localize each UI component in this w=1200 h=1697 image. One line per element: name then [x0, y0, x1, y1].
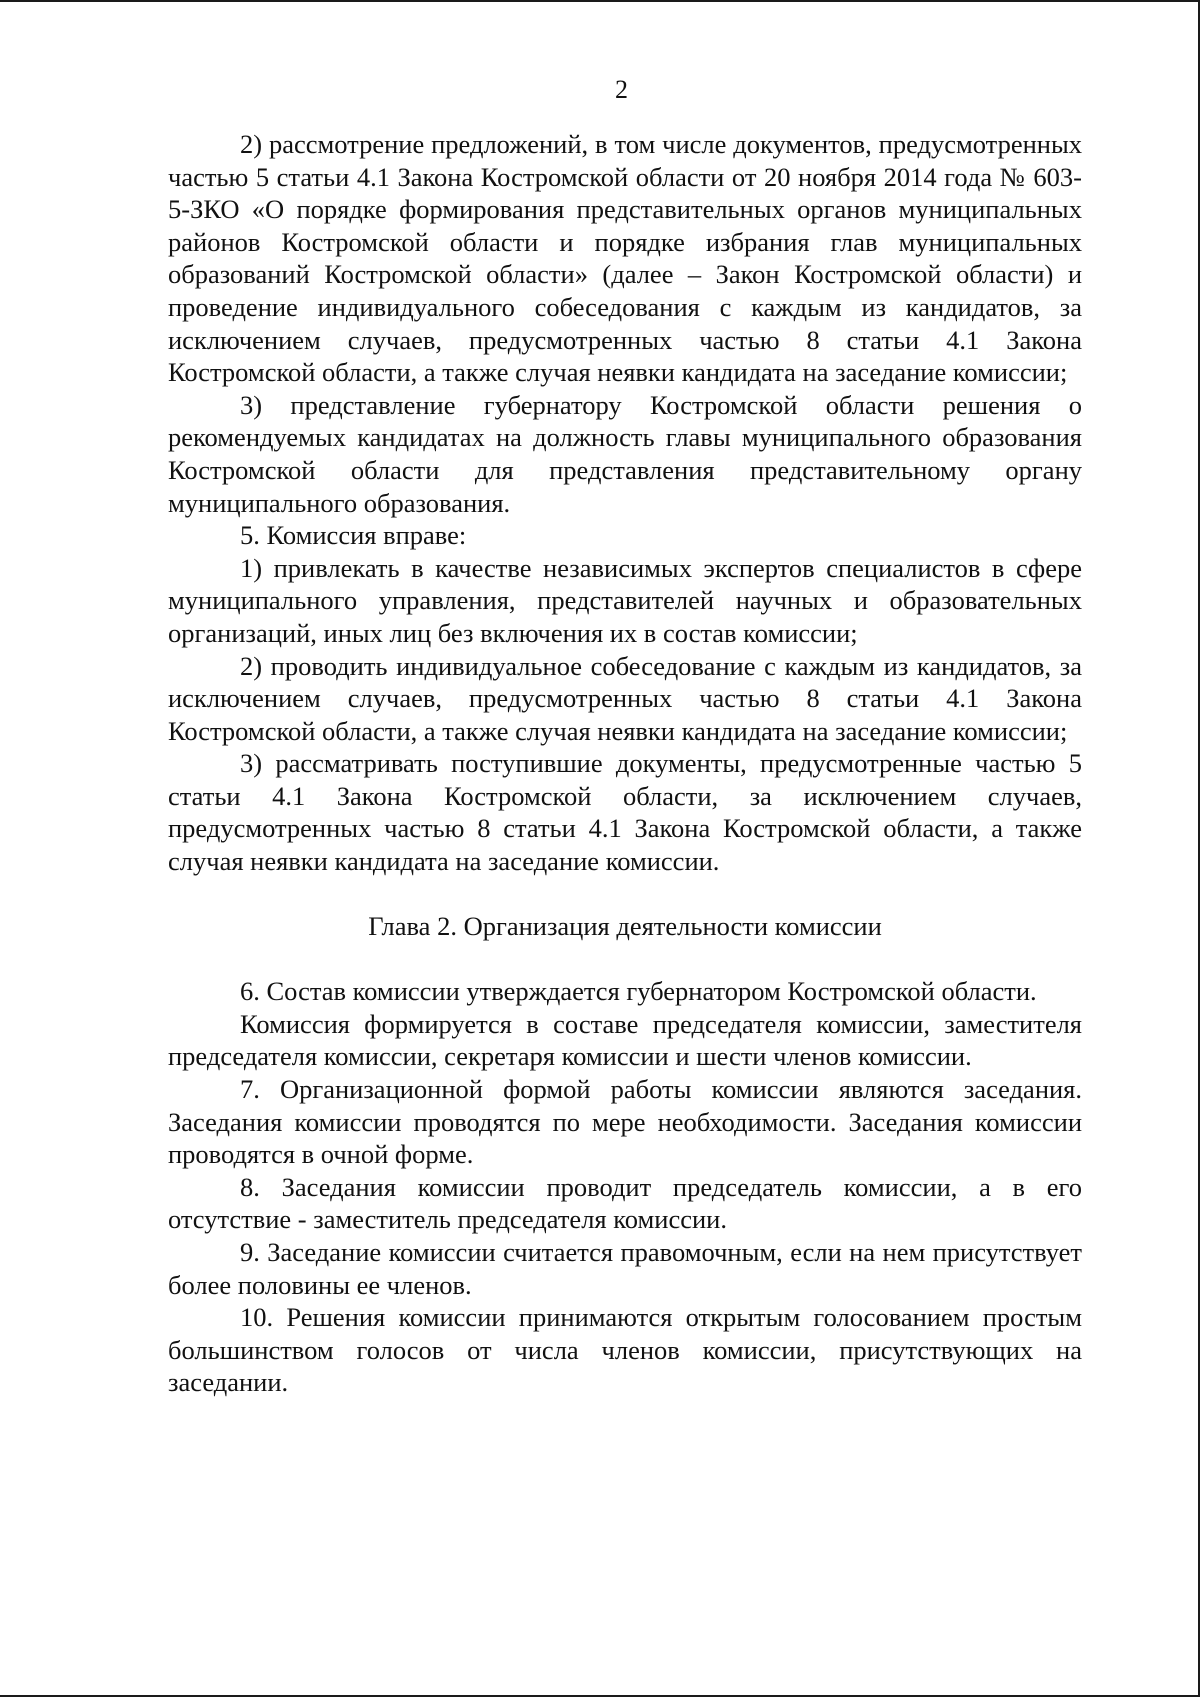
paragraph-clause-5-item-2: 2) проводить индивидуальное собеседование с каждым из кандидатов, за исключением случаев, предусмотренных частью 8 статьи 4.1 Закона Костромской области, а также случая неявки кандидата на заседание комиссии;	[168, 650, 1082, 746]
paragraph-item-3: 3) представление губернатору Костромской области решения о рекомендуемых кандидатах на должность главы муниципального образования Костромской области для представления представительному органу муниципального образования.	[168, 389, 1082, 518]
paragraph-clause-5-item-3: 3) рассматривать поступившие документы, предусмотренные частью 5 статьи 4.1 Закона Костромской области, за исключением случаев, предусмотренных частью 8 статьи 4.1 Закона Костромской области, а также случая неявки кандидата на заседание комиссии.	[168, 748, 1082, 877]
paragraph-clause-6-composition: Комиссия формируется в составе председателя комиссии, заместителя председателя комиссии, секретаря комиссии и шести членов комиссии.	[168, 1008, 1082, 1072]
chapter-heading: Глава 2. Организация деятельности комиссии	[368, 910, 882, 941]
scan-edge-top	[0, 0, 1200, 2]
paragraph-clause-5: 5. Комиссия вправе:	[240, 520, 467, 551]
page-number: 2	[615, 75, 628, 104]
paragraph-clause-7: 7. Организационной формой работы комиссии являются заседания. Заседания комиссии проводятся по мере необходимости. Заседания комиссии проводятся в очной форме.	[168, 1074, 1082, 1170]
paragraph-clause-10: 10. Решения комиссии принимаются открытым голосованием простым большинством голосов от числа членов комиссии, присутствующих на заседании.	[168, 1302, 1082, 1398]
document-body	[168, 128, 1082, 1399]
paragraph-item-2: 2) рассмотрение предложений, в том числе документов, предусмотренных частью 5 статьи 4.1 Закона Костромской области от 20 ноября 2014 года № 603-5-ЗКО «О порядке формирования представительных органов муниципальных районов Костромской области и порядке избрания глав муниципальных образований Костромской области» (далее – Закон Костромской области) и проведение индивидуального собеседования с каждым из кандидатов, за исключением случаев, предусмотренных частью 8 статьи 4.1 Закона Костромской области, а также случая неявки кандидата на заседание комиссии;	[168, 129, 1082, 388]
paragraph-clause-5-item-1: 1) привлекать в качестве независимых экспертов специалистов в сфере муниципального управления, представителей научных и образовательных организаций, иных лиц без включения их в состав комиссии;	[168, 552, 1082, 648]
paragraph-clause-8: 8. Заседания комиссии проводит председатель комиссии, а в его отсутствие - заместитель председателя комиссии.	[168, 1171, 1082, 1235]
paragraph-clause-6: 6. Состав комиссии утверждается губернатором Костромской области.	[240, 976, 1037, 1007]
paragraph-clause-9: 9. Заседание комиссии считается правомочным, если на нем присутствует более половины ее членов.	[168, 1237, 1082, 1300]
